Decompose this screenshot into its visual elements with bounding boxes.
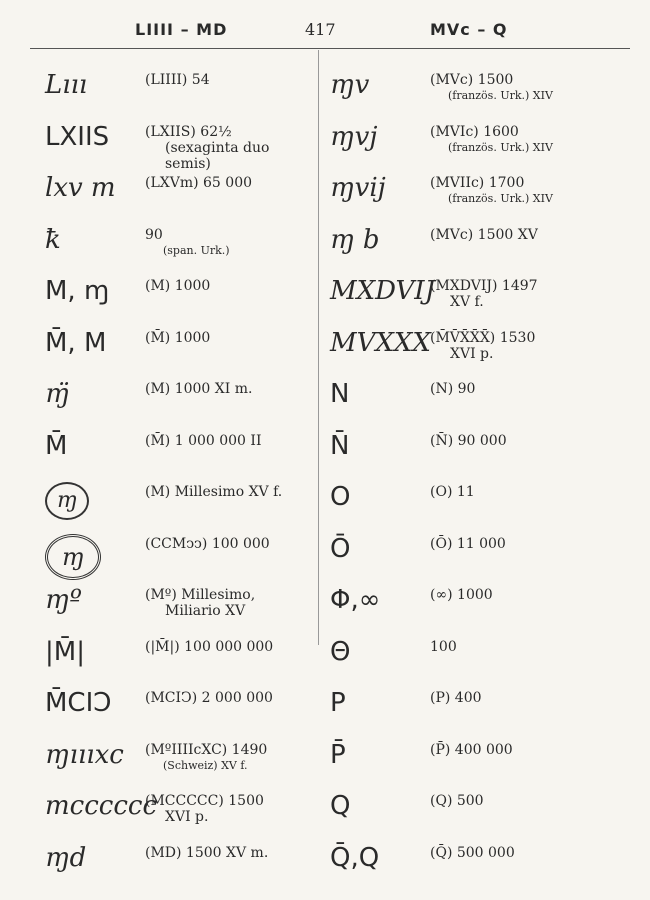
abbreviation-symbol: N̄ xyxy=(330,430,350,461)
entry-reading: (M) 1000 xyxy=(145,278,211,294)
entry-continuation: Miliario XV xyxy=(165,603,246,619)
right-entry xyxy=(330,534,625,580)
entry-description xyxy=(145,381,252,397)
entry-description xyxy=(430,278,538,310)
entry-continuation: XV f. xyxy=(450,294,484,310)
encircled-symbol: ɱ xyxy=(45,534,101,580)
abbreviation-symbol: ɱº xyxy=(45,585,82,615)
entry-reading: (MCCCCC) 1500 xyxy=(145,793,264,809)
entry-reading: (MVIc) 1600 xyxy=(430,123,519,140)
entry-continuation: semis) xyxy=(165,155,211,172)
entry-continuation: XVI p. xyxy=(450,345,494,362)
entry-reading: (Q̄) 500 000 xyxy=(430,844,515,861)
left-entry xyxy=(45,328,315,374)
header-right-range: MVc – Q xyxy=(430,20,508,39)
entry-source-note: (span. Urk.) xyxy=(163,243,230,257)
entry-description xyxy=(145,278,210,294)
entry-reading: (N̄) 90 000 xyxy=(430,432,507,449)
header-left-range: LIIII – MD xyxy=(135,20,228,39)
entry-reading: (LXVm) 65 000 xyxy=(145,175,253,191)
entry-reading: (MCIↃ) 2 000 000 xyxy=(145,690,273,706)
abbreviation-symbol: Ō xyxy=(330,533,351,564)
column-divider xyxy=(318,50,319,645)
entry-reading: (N) 90 xyxy=(430,381,476,397)
entry-description xyxy=(145,433,261,449)
abbreviation-symbol: N xyxy=(330,379,350,409)
page-header xyxy=(0,20,650,46)
entry-description xyxy=(145,536,270,552)
entry-description xyxy=(145,72,210,88)
entry-reading: (Ō) 11 000 xyxy=(430,535,506,552)
right-entry xyxy=(330,122,625,168)
entry-description xyxy=(430,690,482,706)
entry-description xyxy=(430,330,535,362)
entry-description xyxy=(145,690,273,706)
abbreviation-symbol: |M̄| xyxy=(45,636,85,667)
left-entry xyxy=(45,585,315,631)
abbreviation-symbol: lxv m xyxy=(45,173,116,203)
right-entry xyxy=(330,482,625,528)
abbreviation-symbol: LXIIS xyxy=(45,121,110,152)
right-entry xyxy=(330,637,625,683)
abbreviation-symbol: ɱvij xyxy=(330,173,386,203)
entry-reading: (LXIIS) 62½ xyxy=(145,123,232,140)
entry-description xyxy=(430,793,484,809)
entry-reading: (MVc) 1500 XV xyxy=(430,226,538,243)
right-entry xyxy=(330,328,625,374)
left-entry xyxy=(45,791,315,837)
entry-description xyxy=(430,124,553,156)
entry-description xyxy=(145,175,252,191)
entry-reading: (MD) 1500 XV m. xyxy=(145,844,269,861)
entry-source-note: (französ. Urk.) XIV xyxy=(448,192,553,205)
abbreviation-symbol: M̄CIↃ xyxy=(45,688,112,718)
entry-description xyxy=(145,587,255,619)
abbreviation-symbol: MXDVIJ xyxy=(330,276,435,306)
entry-description xyxy=(145,639,273,655)
entry-description xyxy=(430,742,513,758)
entry-description xyxy=(145,124,269,172)
entry-reading: (M̄) 1000 xyxy=(145,329,211,346)
abbreviation-symbol: Lııı xyxy=(45,70,88,100)
left-entry xyxy=(45,121,315,172)
abbreviation-symbol: Θ xyxy=(330,636,351,667)
entry-description xyxy=(430,484,475,500)
entry-reading: (LIIII) 54 xyxy=(145,72,210,88)
left-entry xyxy=(45,843,315,889)
entry-source-note: (Schweiz) XV f. xyxy=(163,758,248,772)
entry-continuation: XVI p. xyxy=(165,809,209,825)
entry-reading: (MXDVIJ) 1497 xyxy=(430,278,538,294)
right-entry xyxy=(330,688,625,734)
right-entry xyxy=(330,431,625,477)
entry-reading: (|M̄|) 100 000 000 xyxy=(145,638,274,655)
abbreviation-symbol: ɱv xyxy=(330,70,370,100)
right-entry xyxy=(330,70,625,116)
encircled-symbol: ɱ xyxy=(45,482,89,520)
right-entry xyxy=(330,585,625,631)
entry-reading: (O) 11 xyxy=(430,484,475,500)
entry-description xyxy=(430,433,507,449)
entry-description xyxy=(145,484,282,500)
right-entry xyxy=(330,843,625,889)
entry-reading: (P) 400 xyxy=(430,690,482,706)
left-entry xyxy=(45,688,315,734)
left-entry xyxy=(45,379,315,425)
abbreviation-symbol: M̄, M xyxy=(45,327,107,358)
abbreviation-symbol: M, ɱ xyxy=(45,276,110,306)
page-number: 417 xyxy=(305,20,336,39)
entry-description xyxy=(145,227,230,259)
entry-source-note: (französ. Urk.) XIV xyxy=(448,140,553,154)
left-entry xyxy=(45,637,315,683)
entry-source-note: (französ. Urk.) XIV xyxy=(448,89,553,102)
entry-description xyxy=(145,845,268,861)
abbreviation-symbol: Q xyxy=(330,791,351,821)
entry-description xyxy=(430,381,475,397)
entry-reading: (MVc) 1500 xyxy=(430,72,514,88)
abbreviation-symbol: ɱ b xyxy=(330,224,380,255)
abbreviation-symbol: mcccccc xyxy=(45,791,158,821)
abbreviation-symbol xyxy=(45,534,140,580)
entry-reading: (MVIIc) 1700 xyxy=(430,175,525,191)
abbreviation-symbol: ꝁ xyxy=(45,224,61,255)
left-entry xyxy=(45,225,315,271)
abbreviation-symbol: ɱ̈ xyxy=(45,379,70,409)
entry-description xyxy=(430,639,457,655)
abbreviation-symbol: P xyxy=(330,688,346,718)
entry-reading: (M) 1000 XI m. xyxy=(145,381,253,397)
entry-reading: (M) Millesimo XV f. xyxy=(145,484,283,500)
abbreviation-symbol: M̄ xyxy=(45,430,68,461)
left-entry xyxy=(45,534,315,580)
left-entry xyxy=(45,276,315,322)
left-entry xyxy=(45,431,315,477)
entry-reading: (CCMↄↄ) 100 000 xyxy=(145,535,270,552)
entry-reading: 100 xyxy=(430,638,457,655)
entry-description xyxy=(430,845,515,861)
entry-description xyxy=(430,175,553,207)
left-entry xyxy=(45,173,315,219)
right-entry xyxy=(330,173,625,219)
abbreviation-symbol xyxy=(45,482,140,520)
entry-reading: (MºIIIIcXC) 1490 xyxy=(145,741,268,758)
abbreviation-symbol: ɱıııxc xyxy=(45,739,124,770)
entry-reading: 90 xyxy=(145,226,163,243)
abbreviation-symbol: ɱd xyxy=(45,842,87,873)
right-entry xyxy=(330,379,625,425)
entry-reading: (M̄V̄X̄X̄X̄) 1530 xyxy=(430,329,536,346)
entry-description xyxy=(145,742,267,774)
right-entry xyxy=(330,740,625,786)
left-entry xyxy=(45,482,315,528)
right-entry xyxy=(330,225,625,271)
entry-reading: (∞) 1000 xyxy=(430,587,493,603)
right-entry xyxy=(330,791,625,837)
abbreviation-symbol: ɱvj xyxy=(330,121,378,152)
abbreviation-symbol: Φ,∞ xyxy=(330,585,381,615)
header-rule xyxy=(30,48,630,49)
entry-description xyxy=(430,227,538,243)
left-entry xyxy=(45,70,315,116)
entry-description xyxy=(430,587,493,603)
abbreviation-symbol: MVXXX xyxy=(330,327,431,358)
entry-reading: (M̄) 1 000 000 II xyxy=(145,432,262,449)
right-entry xyxy=(330,276,625,322)
entry-reading: (P̄) 400 000 xyxy=(430,741,513,758)
entry-description xyxy=(145,330,210,346)
entry-description xyxy=(145,793,264,825)
entry-reading: (Mº) Millesimo, xyxy=(145,587,256,603)
entry-description xyxy=(430,72,553,104)
abbreviation-symbol: P̄ xyxy=(330,739,346,770)
left-entry xyxy=(45,740,315,786)
entry-reading: (Q) 500 xyxy=(430,793,484,809)
entry-description xyxy=(430,536,506,552)
abbreviation-symbol: O xyxy=(330,482,351,512)
entry-continuation: (sexaginta duo xyxy=(165,139,270,156)
abbreviation-symbol: Q̄,Q xyxy=(330,842,380,873)
